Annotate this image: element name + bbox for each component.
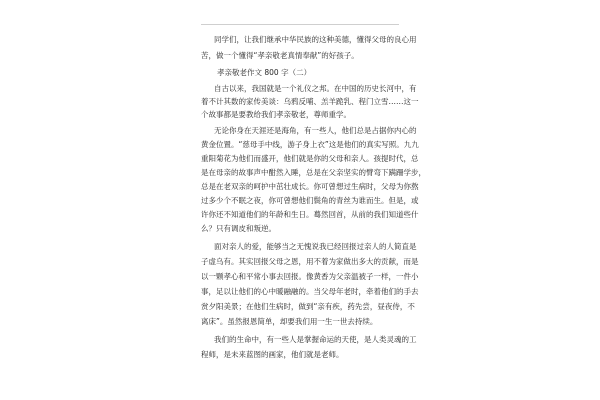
text-line: 面对亲人的爱，能够当之无愧说我已经回报过亲人的人简直是	[214, 242, 417, 251]
text-line: 黄金位置。“慈母手中线，游子身上衣”这是他们的真实写照。九九	[201, 140, 419, 149]
top-divider	[201, 24, 399, 25]
text-line: 无论你身在天涯还是海角，有一些人，他们总是占据你内心的	[214, 126, 417, 135]
text-line: 总是在老双亲的呵护中茁壮成长。你可曾想过生病时，父母为你熬	[201, 182, 419, 191]
text-line: 是在母亲的故事声中酣然入睡，总是在父亲坚实的臂弯下蹒跚学步，	[201, 168, 426, 177]
text-line: 离床”。虽然报恩简单，却要我们用一生一世去持续。	[201, 317, 378, 326]
section-title: 孝亲敬老作文 800 字（二）	[217, 68, 312, 77]
text-line: 同学们，让我们继承中华民族的这种美德，懂得父母的良心用	[214, 35, 417, 44]
text-line: 么？只有调皮和叛逆。	[201, 224, 276, 233]
text-line: 苦，做一个懂得“孝亲敬老真情奉献”的好孩子。	[201, 51, 359, 60]
text-line: 事，足以让他们的心中暖融融的。当父母年老时，牵着他们的手去	[201, 287, 419, 296]
text-line: 子虚乌有。其实回报父母之恩，用不着为家做出多大的贡献，而是	[201, 257, 419, 266]
text-line: 以一颗孝心和平常小事去回报。像黄香为父亲温被子一样，一件小	[201, 272, 419, 281]
text-line: 着不计其数的家传美谈：乌鸦反哺、羔羊跪乳、程门立雪……这一	[201, 97, 419, 106]
text-line: 过多少个不眠之夜，你可曾想他们鬓角的青丝为谁而生。但是，或	[201, 196, 419, 205]
text-line: 我们的生命中，有一些人是掌握命运的天使，是人类灵魂的工	[214, 335, 417, 344]
text-line: 个故事都是要教给我们孝亲敬老，尊师重学。	[201, 110, 351, 119]
text-line: 许你还不知道他们的年龄和生日。蓦然回首，从前的我们知道些什	[201, 210, 419, 219]
text-line: 程师，是未来蓝图的画家，他们就是老师。	[201, 350, 344, 359]
text-line: 赏夕阳美景；在他们生病时，做到“亲有疾，药先尝，昼夜侍，不	[201, 302, 415, 311]
text-line: 重阳菊花为他们而盛开，他们就是你的父母和亲人。孩提时代，总	[201, 154, 419, 163]
text-line: 自古以来，我国就是一个礼仪之邦。在中国的历史长河中，有	[214, 84, 417, 93]
